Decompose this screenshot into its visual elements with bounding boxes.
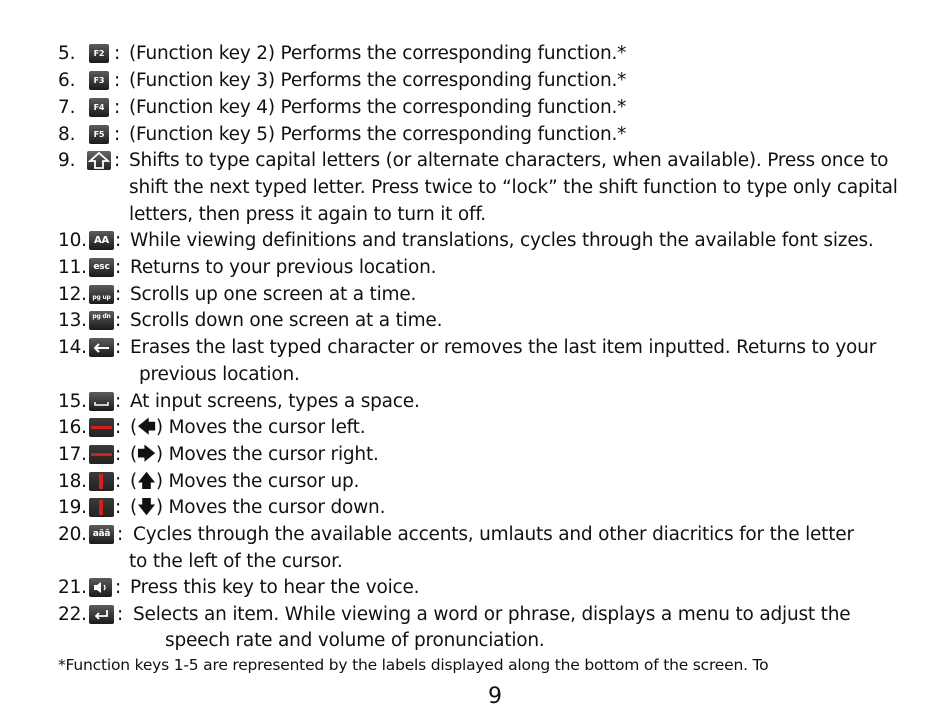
item-text: (🡄) Moves the cursor left. [130,417,366,438]
accent-key-icon: aäâ [89,525,114,544]
item-text: Shifts to type capital letters (or alternate characters, when available). Press once to [129,150,889,171]
item-number: 10. [58,230,87,251]
item-text: While viewing definitions and translations, cycles through the available font sizes. [130,230,874,251]
f3-key-icon: F3 [89,71,109,90]
item-number: 15. [58,391,87,412]
f5-key-icon: F5 [89,125,109,144]
item-number: 12. [58,284,87,305]
item-number: 7. [58,97,76,118]
item-text: (Function key 3) Performs the corresponding function.* [129,70,627,91]
item-text: (🡆) Moves the cursor right. [130,444,379,465]
item-text: At input screens, types a space. [130,391,420,412]
manual-page: 5. F2 : (Function key 2) Performs the corresponding function.* 6. F3 : (Function key 3) Performs the corresponding function.* 7. F4 : (Function key 4) Performs the corresponding function.* 8. F5 : (Function key 5) Performs the corresponding function.* 9. : Shifts to type capital letters (or alternate characters, when available). Press once to shift the next typed letter. Press twice to “lock” the shift function to type only capital letters, then press it again to turn it off. 10. AA : While viewing definitions and translations, cycles through the available font sizes. 11. esc : Returns to your previous location. 12. pg up : Scrolls up one screen at a time. 13. pg dn : Scrolls down one screen at a time. 14. : Erases the last typed character or removes the last item inputted. Returns to your previous location. 15. : At input screens, types a space. 16. : (🡄) Moves the cursor left. 17. : (🡆) Moves the cursor right. 18. : (🡅) Moves the cursor up. 19. : (🡇) Moves the cursor down. 20. aäâ : Cycles through the available accents, umlauts and other diacritics for the letter to the left of the cursor. 21. : Press this key to hear the voice. 22. : Selects an item. While viewing a word or phrase, displays a menu to adjust the speech rate and volume of pronunciation. *Function keys 1-5 are represented by the labels displayed along the bottom of the screen. To 9 [0,0,950,715]
down-arrow-key-icon [89,498,114,517]
item-text: Erases the last typed character or removes the last item inputted. Returns to your [130,337,877,358]
item-number: 14. [58,337,87,358]
shift-icon [87,151,111,170]
up-arrow-key-icon [89,472,114,491]
item-number: 16. [58,417,87,438]
item-text: Returns to your previous location. [130,257,437,278]
item-number: 22. [58,604,87,625]
item-number: 11. [58,257,87,278]
item-number: 8. [58,124,76,145]
item-text: Cycles through the available accents, umlauts and other diacritics for the letter [133,524,854,545]
item-text: (Function key 2) Performs the corresponding function.* [129,43,627,64]
item-number: 5. [58,43,76,64]
item-number: 9. [58,150,76,171]
left-arrow-key-icon [89,418,114,437]
item-number: 17. [58,444,87,465]
item-text: Selects an item. While viewing a word or phrase, displays a menu to adjust the [133,604,851,625]
backspace-icon [89,338,114,357]
item-text: Scrolls up one screen at a time. [130,284,417,305]
speaker-icon [89,578,112,597]
item-number: 21. [58,577,87,598]
page-up-key-icon: pg up [89,285,114,304]
item-text: Scrolls down one screen at a time. [130,310,443,331]
item-number: 20. [58,524,87,545]
space-key-icon [89,392,114,411]
item-number: 18. [58,471,87,492]
page-down-key-icon: pg dn [89,311,114,330]
item-text: (🡅) Moves the cursor up. [130,471,360,492]
item-number: 19. [58,497,87,518]
esc-key-icon: esc [89,258,114,277]
item-text: (🡇) Moves the cursor down. [130,497,386,518]
right-arrow-key-icon [89,445,114,464]
f2-key-icon: F2 [89,44,109,63]
item-text: (Function key 4) Performs the corresponding function.* [129,97,627,118]
f4-key-icon: F4 [89,98,109,117]
item-text: (Function key 5) Performs the corresponding function.* [129,124,627,145]
item-number: 6. [58,70,76,91]
font-size-key-icon: AA [89,231,114,250]
footnote: *Function keys 1-5 are represented by the labels displayed along the bottom of the screen. To [58,656,769,674]
item-text: Press this key to hear the voice. [130,577,420,598]
enter-icon [89,605,114,624]
page-number: 9 [488,684,502,709]
item-number: 13. [58,310,87,331]
